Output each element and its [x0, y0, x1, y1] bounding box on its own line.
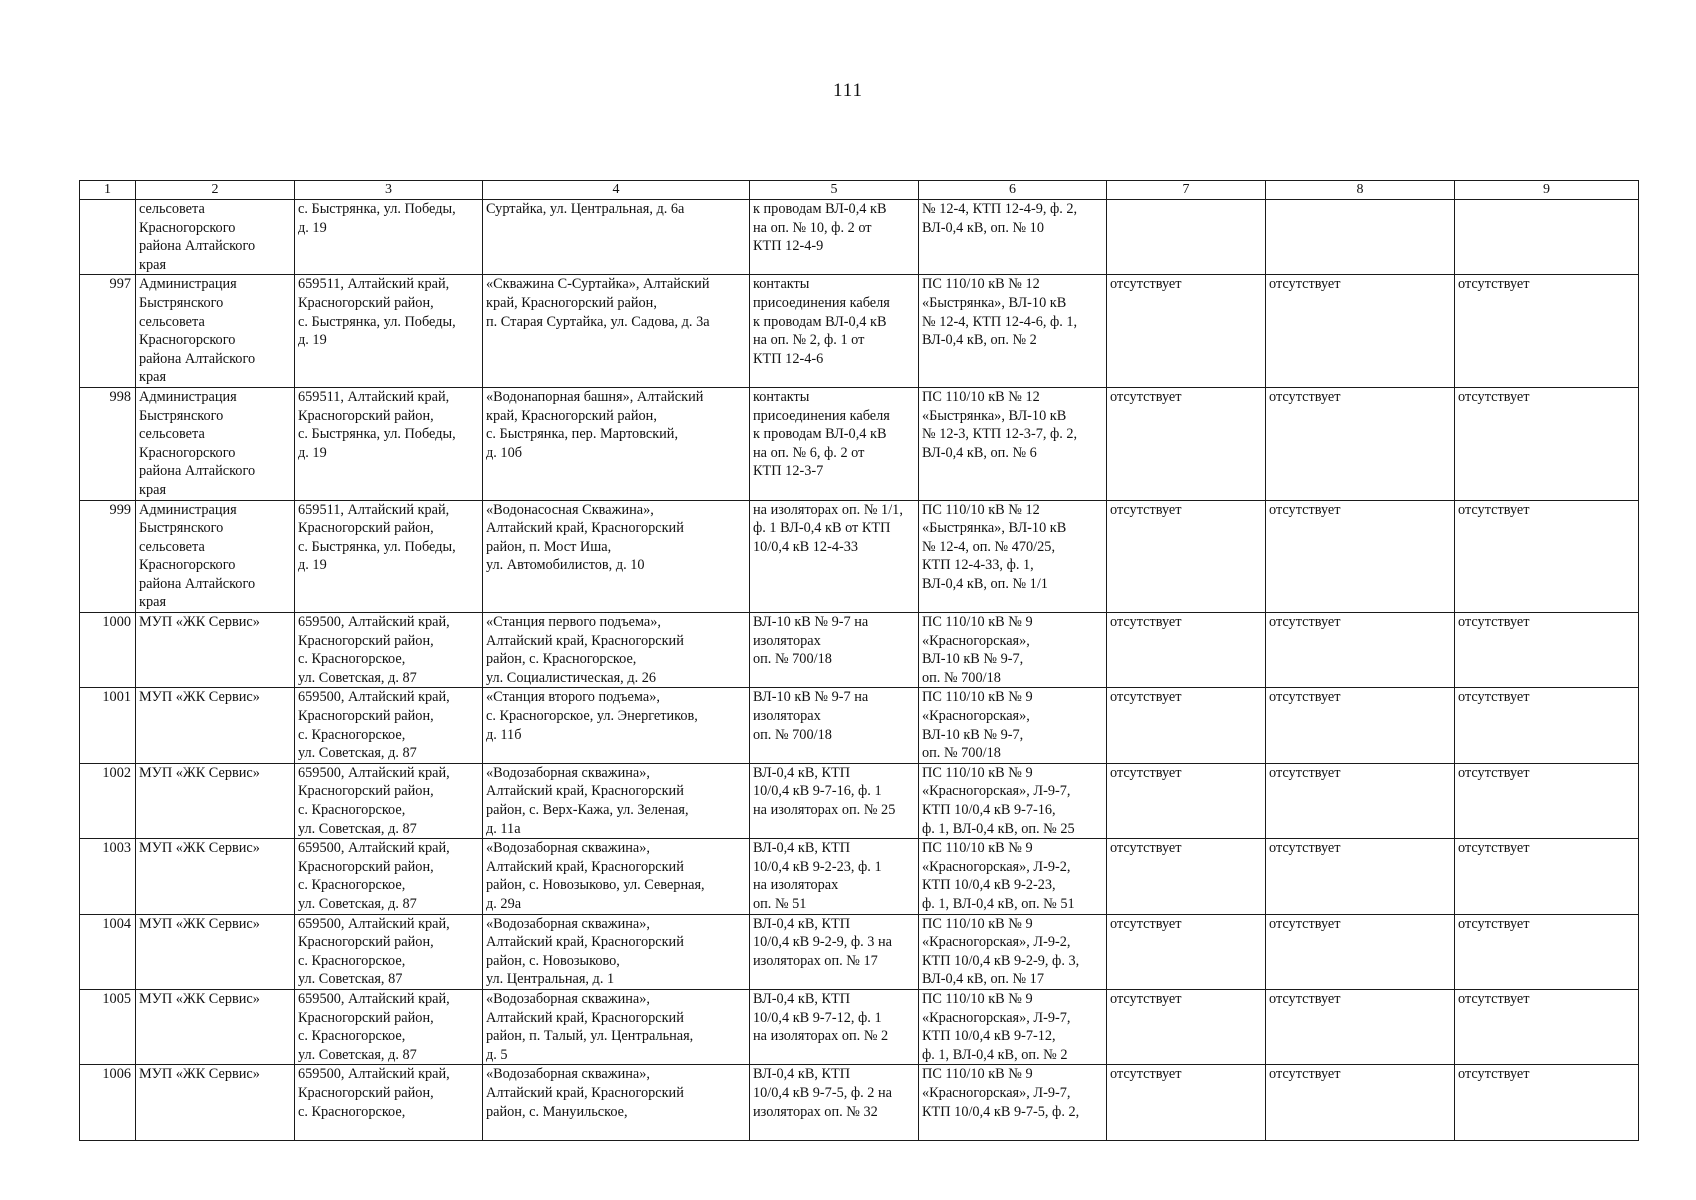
column-number: 8 [1266, 181, 1455, 200]
column-number: 5 [750, 181, 919, 200]
connection-point-cell: ВЛ-0,4 кВ, КТП 10/0,4 кВ 9-7-16, ф. 1 на изоляторах оп. № 25 [750, 763, 919, 838]
column-8-cell: отсутствует [1266, 500, 1455, 613]
column-8-cell: отсутствует [1266, 387, 1455, 500]
applicant-cell: МУП «ЖК Сервис» [136, 839, 295, 914]
row-number: 1005 [80, 989, 136, 1064]
column-number: 9 [1455, 181, 1639, 200]
column-7-cell [1107, 200, 1266, 275]
applicant-address-cell: 659500, Алтайский край, Красногорский район, с. Красногорское, ул. Советская, д. 87 [295, 613, 483, 688]
row-number: 1003 [80, 839, 136, 914]
table-row [80, 613, 1639, 688]
page-number: 111 [832, 80, 864, 101]
column-number: 4 [483, 181, 750, 200]
data-table [79, 180, 1639, 1141]
column-7-cell: отсутствует [1107, 914, 1266, 989]
applicant-cell: МУП «ЖК Сервис» [136, 763, 295, 838]
connection-point-cell: на изоляторах оп. № 1/1, ф. 1 ВЛ-0,4 кВ от КТП 10/0,4 кВ 12-4-33 [750, 500, 919, 613]
row-number: 998 [80, 387, 136, 500]
column-number: 1 [80, 181, 136, 200]
column-9-cell [1455, 200, 1639, 275]
object-cell: «Водозаборная скважина», Алтайский край, Красногорский район, с. Новозыково, ул. Северная, д. 29а [483, 839, 750, 914]
table-row [80, 839, 1639, 914]
column-9-cell: отсутствует [1455, 763, 1639, 838]
table-row [80, 387, 1639, 500]
applicant-address-cell: 659500, Алтайский край, Красногорский район, с. Красногорское, ул. Советская, д. 87 [295, 989, 483, 1064]
table-row [80, 1065, 1639, 1141]
network-cell: ПС 110/10 кВ № 9 «Красногорская», Л-9-2, КТП 10/0,4 кВ 9-2-9, ф. 3, ВЛ-0,4 кВ, оп. № 17 [919, 914, 1107, 989]
connection-point-cell: контакты присоединения кабеля к проводам ВЛ-0,4 кВ на оп. № 2, ф. 1 от КТП 12-4-6 [750, 275, 919, 388]
applicant-address-cell: 659511, Алтайский край, Красногорский район, с. Быстрянка, ул. Победы, д. 19 [295, 500, 483, 613]
applicant-cell: Администрация Быстрянского сельсовета Красногорского района Алтайского края [136, 500, 295, 613]
column-number: 6 [919, 181, 1107, 200]
applicant-cell: Администрация Быстрянского сельсовета Красногорского района Алтайского края [136, 387, 295, 500]
column-7-cell: отсутствует [1107, 989, 1266, 1064]
object-cell: Суртайка, ул. Центральная, д. 6а [483, 200, 750, 275]
applicant-address-cell: с. Быстрянка, ул. Победы, д. 19 [295, 200, 483, 275]
column-9-cell: отсутствует [1455, 989, 1639, 1064]
column-number: 3 [295, 181, 483, 200]
column-8-cell [1266, 200, 1455, 275]
network-cell: ПС 110/10 кВ № 9 «Красногорская», ВЛ-10 кВ № 9-7, оп. № 700/18 [919, 688, 1107, 763]
object-cell: «Водонапорная башня», Алтайский край, Красногорский район, с. Быстрянка, пер. Мартовский, д. 10б [483, 387, 750, 500]
column-7-cell: отсутствует [1107, 613, 1266, 688]
table-row [80, 275, 1639, 388]
object-cell: «Водозаборная скважина», Алтайский край, Красногорский район, с. Мануильское, [483, 1065, 750, 1141]
row-number: 1000 [80, 613, 136, 688]
connection-point-cell: ВЛ-0,4 кВ, КТП 10/0,4 кВ 9-7-12, ф. 1 на изоляторах оп. № 2 [750, 989, 919, 1064]
connection-point-cell: ВЛ-0,4 кВ, КТП 10/0,4 кВ 9-2-9, ф. 3 на изоляторах оп. № 17 [750, 914, 919, 989]
column-9-cell: отсутствует [1455, 613, 1639, 688]
network-cell: ПС 110/10 кВ № 12 «Быстрянка», ВЛ-10 кВ № 12-4, оп. № 470/25, КТП 12-4-33, ф. 1, ВЛ-0,4 кВ, оп. № 1/1 [919, 500, 1107, 613]
object-cell: «Скважина С-Суртайка», Алтайский край, Красногорский район, п. Старая Суртайка, ул. Садова, д. 3а [483, 275, 750, 388]
column-7-cell: отсутствует [1107, 500, 1266, 613]
network-cell: ПС 110/10 кВ № 9 «Красногорская», ВЛ-10 кВ № 9-7, оп. № 700/18 [919, 613, 1107, 688]
column-8-cell: отсутствует [1266, 275, 1455, 388]
connection-point-cell: ВЛ-10 кВ № 9-7 на изоляторах оп. № 700/18 [750, 688, 919, 763]
connection-point-cell: ВЛ-10 кВ № 9-7 на изоляторах оп. № 700/18 [750, 613, 919, 688]
table-row [80, 200, 1639, 275]
applicant-address-cell: 659500, Алтайский край, Красногорский район, с. Красногорское, ул. Советская, д. 87 [295, 839, 483, 914]
table-row [80, 914, 1639, 989]
column-number: 2 [136, 181, 295, 200]
connection-point-cell: контакты присоединения кабеля к проводам ВЛ-0,4 кВ на оп. № 6, ф. 2 от КТП 12-3-7 [750, 387, 919, 500]
applicant-cell: МУП «ЖК Сервис» [136, 1065, 295, 1141]
column-8-cell: отсутствует [1266, 914, 1455, 989]
row-number [80, 200, 136, 275]
column-7-cell: отсутствует [1107, 839, 1266, 914]
column-7-cell: отсутствует [1107, 688, 1266, 763]
column-9-cell: отсутствует [1455, 1065, 1639, 1141]
network-cell: ПС 110/10 кВ № 9 «Красногорская», Л-9-7, КТП 10/0,4 кВ 9-7-16, ф. 1, ВЛ-0,4 кВ, оп. № 25 [919, 763, 1107, 838]
applicant-cell: сельсовета Красногорского района Алтайского края [136, 200, 295, 275]
column-7-cell: отсутствует [1107, 763, 1266, 838]
object-cell: «Станция первого подъема», Алтайский край, Красногорский район, с. Красногорское, ул. Социалистическая, д. 26 [483, 613, 750, 688]
object-cell: «Водонасосная Скважина», Алтайский край, Красногорский район, п. Мост Иша, ул. Автомобилистов, д. 10 [483, 500, 750, 613]
column-7-cell: отсутствует [1107, 275, 1266, 388]
row-number: 1002 [80, 763, 136, 838]
column-7-cell: отсутствует [1107, 1065, 1266, 1141]
column-8-cell: отсутствует [1266, 688, 1455, 763]
connection-point-cell: ВЛ-0,4 кВ, КТП 10/0,4 кВ 9-7-5, ф. 2 на изоляторах оп. № 32 [750, 1065, 919, 1141]
row-number: 997 [80, 275, 136, 388]
applicant-address-cell: 659500, Алтайский край, Красногорский район, с. Красногорское, [295, 1065, 483, 1141]
applicant-cell: Администрация Быстрянского сельсовета Красногорского района Алтайского края [136, 275, 295, 388]
applicant-cell: МУП «ЖК Сервис» [136, 914, 295, 989]
applicant-address-cell: 659500, Алтайский край, Красногорский район, с. Красногорское, ул. Советская, д. 87 [295, 763, 483, 838]
object-cell: «Водозаборная скважина», Алтайский край, Красногорский район, с. Верх-Кажа, ул. Зеленая, д. 11а [483, 763, 750, 838]
row-number: 1001 [80, 688, 136, 763]
network-cell: ПС 110/10 кВ № 12 «Быстрянка», ВЛ-10 кВ № 12-3, КТП 12-3-7, ф. 2, ВЛ-0,4 кВ, оп. № 6 [919, 387, 1107, 500]
object-cell: «Водозаборная скважина», Алтайский край, Красногорский район, с. Новозыково, ул. Центральная, д. 1 [483, 914, 750, 989]
column-8-cell: отсутствует [1266, 613, 1455, 688]
applicant-address-cell: 659500, Алтайский край, Красногорский район, с. Красногорское, ул. Советская, 87 [295, 914, 483, 989]
table-row [80, 763, 1639, 838]
table-row [80, 500, 1639, 613]
column-8-cell: отсутствует [1266, 763, 1455, 838]
network-cell: ПС 110/10 кВ № 9 «Красногорская», Л-9-2, КТП 10/0,4 кВ 9-2-23, ф. 1, ВЛ-0,4 кВ, оп. № 51 [919, 839, 1107, 914]
connection-point-cell: к проводам ВЛ-0,4 кВ на оп. № 10, ф. 2 от КТП 12-4-9 [750, 200, 919, 275]
column-9-cell: отсутствует [1455, 914, 1639, 989]
applicant-address-cell: 659511, Алтайский край, Красногорский район, с. Быстрянка, ул. Победы, д. 19 [295, 387, 483, 500]
column-7-cell: отсутствует [1107, 387, 1266, 500]
row-number: 1006 [80, 1065, 136, 1141]
network-cell: ПС 110/10 кВ № 12 «Быстрянка», ВЛ-10 кВ № 12-4, КТП 12-4-6, ф. 1, ВЛ-0,4 кВ, оп. № 2 [919, 275, 1107, 388]
column-8-cell: отсутствует [1266, 989, 1455, 1064]
column-9-cell: отсутствует [1455, 839, 1639, 914]
object-cell: «Станция второго подъема», с. Красногорское, ул. Энергетиков, д. 11б [483, 688, 750, 763]
column-9-cell: отсутствует [1455, 387, 1639, 500]
column-9-cell: отсутствует [1455, 500, 1639, 613]
column-9-cell: отсутствует [1455, 275, 1639, 388]
applicant-cell: МУП «ЖК Сервис» [136, 613, 295, 688]
column-8-cell: отсутствует [1266, 1065, 1455, 1141]
row-number: 999 [80, 500, 136, 613]
network-cell: ПС 110/10 кВ № 9 «Красногорская», Л-9-7, КТП 10/0,4 кВ 9-7-12, ф. 1, ВЛ-0,4 кВ, оп. № 2 [919, 989, 1107, 1064]
row-number: 1004 [80, 914, 136, 989]
applicant-cell: МУП «ЖК Сервис» [136, 989, 295, 1064]
applicant-address-cell: 659511, Алтайский край, Красногорский район, с. Быстрянка, ул. Победы, д. 19 [295, 275, 483, 388]
connection-point-cell: ВЛ-0,4 кВ, КТП 10/0,4 кВ 9-2-23, ф. 1 на изоляторах оп. № 51 [750, 839, 919, 914]
table-row [80, 989, 1639, 1064]
object-cell: «Водозаборная скважина», Алтайский край, Красногорский район, п. Талый, ул. Центральная, д. 5 [483, 989, 750, 1064]
network-cell: № 12-4, КТП 12-4-9, ф. 2, ВЛ-0,4 кВ, оп. № 10 [919, 200, 1107, 275]
applicant-cell: МУП «ЖК Сервис» [136, 688, 295, 763]
column-8-cell: отсутствует [1266, 839, 1455, 914]
column-9-cell: отсутствует [1455, 688, 1639, 763]
column-number-row [80, 181, 1639, 200]
applicant-address-cell: 659500, Алтайский край, Красногорский район, с. Красногорское, ул. Советская, д. 87 [295, 688, 483, 763]
column-number: 7 [1107, 181, 1266, 200]
table-row [80, 688, 1639, 763]
network-cell: ПС 110/10 кВ № 9 «Красногорская», Л-9-7, КТП 10/0,4 кВ 9-7-5, ф. 2, [919, 1065, 1107, 1141]
